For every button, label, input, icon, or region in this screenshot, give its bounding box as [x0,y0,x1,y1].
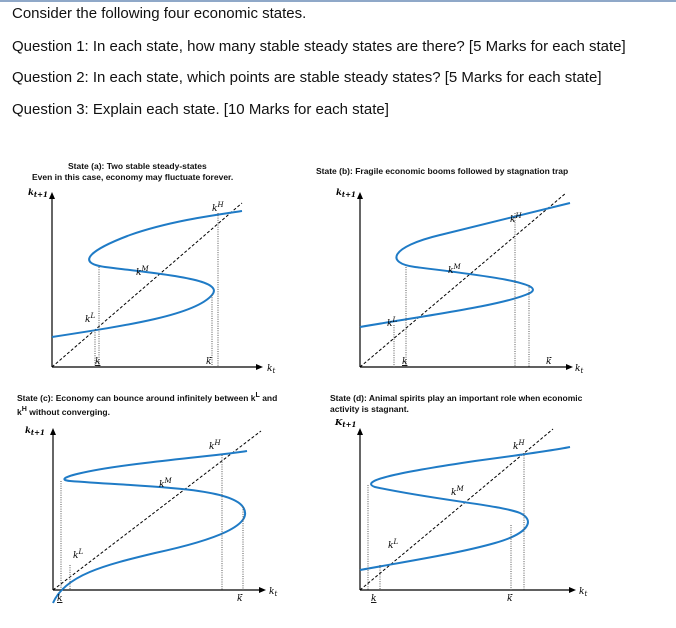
transition-curve [53,451,247,603]
intro-text: Consider the following four economic states. [12,5,307,22]
y-axis-arrow [357,428,363,435]
state-c-title: State (c): Economy can bounce around infinitely between $k^L$ and $k^H$ without converging. [17,391,278,417]
45-degree-line [360,193,566,367]
question-1: Question 1: In each state, how many stable steady states are there? [5 Marks for each state] [12,38,626,55]
label-kH: $k^H$ [209,439,221,452]
top-border [0,0,676,2]
state-d-title: State (d): Animal spirits play an important role when economic activity is stagnant. [330,393,583,414]
label-kL: $k^L$ [73,548,84,561]
label-k-lower: k [371,594,377,604]
y-axis-arrow [50,428,56,435]
x-axis-arrow [569,587,576,593]
label-k-lower: k [57,594,63,604]
label-kH: $k^H$ [212,201,224,214]
figure-state-b [330,185,600,380]
figure-state-a [20,185,280,380]
label-kL: $k^L$ [388,538,399,551]
y-axis-label: $k_{t+1}$ [25,426,45,437]
state-a-subtitle: Even in this case, economy may fluctuate forever. [32,172,234,182]
x-axis-label: $k_t$ [267,364,276,375]
45-degree-line [53,431,261,590]
label-kM: $k^M$ [451,485,464,498]
label-kM: $k^M$ [136,265,149,278]
x-axis-label: $k_t$ [575,364,584,375]
y-axis-label: $k_{t+1}$ [336,188,356,199]
figure-state-d [335,418,605,625]
x-axis-arrow [566,364,573,370]
y-axis-label: $k_{t+1}$ [28,188,48,199]
label-kM: $k^M$ [448,263,461,276]
x-axis-arrow [256,364,263,370]
transition-curve [52,211,242,337]
x-axis-label: $k_t$ [269,587,278,598]
label-kH: $k^H$ [513,439,525,452]
question-2: Question 2: In each state, which points are stable steady states? [5 Marks for each state] [12,69,602,86]
label-kM: $k^M$ [159,477,172,490]
transition-curve [360,203,570,327]
label-k-upper: k [237,594,243,604]
label-k-upper: k [507,594,513,604]
label-k-lower: k [402,357,408,367]
label-kL: $k^L$ [85,312,96,325]
question-3: Question 3: Explain each state. [10 Marks for each state] [12,101,389,118]
y-axis-arrow [49,192,55,199]
label-kL: $k^L$ [387,316,398,329]
45-degree-line [52,203,242,367]
transition-curve [360,447,570,570]
figure-state-c [25,425,285,625]
state-b-title: State (b): Fragile economic booms followed by stagnation trap [316,166,569,176]
label-k-upper: k [206,357,212,367]
x-axis-arrow [259,587,266,593]
label-kH: $k^H$ [510,212,522,225]
state-a-title: State (a): Two stable steady-states [68,161,207,171]
label-k-lower: k [95,357,101,367]
x-axis-label: $k_t$ [579,587,588,598]
y-axis-label: $K_{t+1}$ [335,418,357,429]
y-axis-arrow [357,192,363,199]
label-k-upper: k [546,357,552,367]
